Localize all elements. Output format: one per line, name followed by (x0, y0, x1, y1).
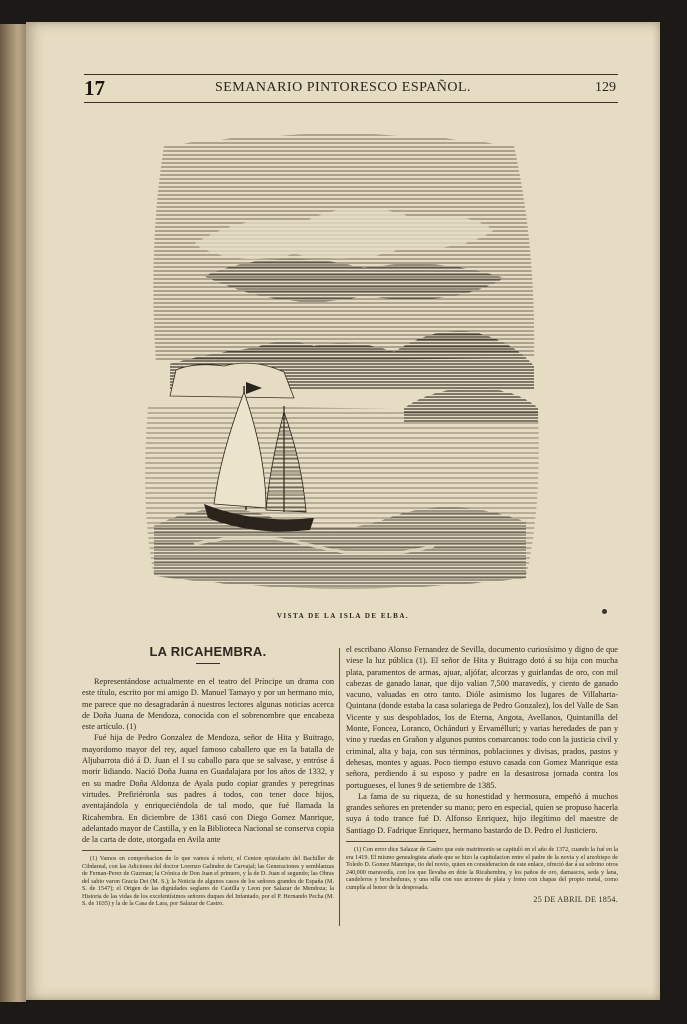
footnote-rule (82, 850, 172, 851)
column-divider (339, 648, 340, 926)
paragraph: el escribano Alonso Fernandez de Sevilla, documento curiosísimo y digno de que viese la luz pública (1). El señor de Hita y Buitrago dotó á su hija con mucha plata, paramentos de armas, ajuar, aljófar, alcorzas y guirlandas de oro, con mil cabezas de ganado lanar, que dijo valian 7,500 maravedís, y ciento de ganado vacuno, valuadas en otro tanto. Dióle asimismo los lugares de Villaharta-Quintana (donde estaba la casa solariega de Pedro Gonzalez), los del Valle de San Vicente y sus despoblados, los de Eterna, Angota, Avellanos, Quintanilla del Monte, Foncea, Loranco, Ochánduri y Ervamélluri; y varias heredades de pan y vino y ruedas en Grañon y algunos puntos comarcanos: todo con la justicia civil y criminal, alta y baja, con sus términos, poblaciones y divisas, prados, pastos y dehesas, montes y aguas. Poco tiempo estuvo casada con Gomez Manrique esta señora, perdiendo á su esposo y padre en la desastrosa jornada contra los portugueses, el lunes 9 de setiembre de 1385. (346, 645, 618, 790)
article-right-column (346, 644, 618, 904)
illustration-caption: VISTA DE LA ISLA DE ELBA. (276, 612, 410, 620)
engraving-elba-seascape (134, 126, 544, 600)
footnote: (1) Con error dice Salazar de Castro que este matrimonio se capituló en el año de 1372, cuando la fué en la era 1419. El mismo genealogista añade que se hizo la capitulacion entre el padre de la novia y el arzobispo de Toledo D. Gomez Manrique, tio del novio, quien en consideracion de este enlace, ofreció dar á su sobrino otros 240,000 maravedís, con los que llevaba en dote la Ricahembra, y los paños de oro, damascos, seda y lana, candeleros y brocheduras, y una silla con sus arzones de plata y freno con chapas del propio metal, como cumplía al honor de la desposada. (346, 847, 618, 891)
paragraph: La fama de su riqueza, de su honestidad y hermosura, empeñó á muchos grandes señores en pretender su mano; pero en especial, quien se propuso hacerla suya á todo trance fué D. Alfonso Enriquez, hijo ilegítimo del maestre de Santiago D. Fadrique Enriquez, hermano bastardo de D. Pedro el Justiciero. (346, 791, 618, 835)
paragraph: Representándose actualmente en el teatro del Príncipe un drama con este título, escrito por mi amigo D. Manuel Tamayo y por un hermano mio, me parece que no desagradarán á nuestros lectores algunas noticias acerca de Doña Juana de Mendoza, conocida con el sobrenombre que encabeza este artículo. (1) (82, 677, 334, 732)
cliffs (170, 363, 294, 398)
footnote-rule (346, 841, 436, 842)
journal-title: SEMANARIO PINTORESCO ESPAÑOL. (214, 80, 472, 95)
ink-stain (602, 609, 607, 614)
footnote: (1) Vamos en comprobacion de lo que vamos á referir, el Centon epistolario del Bachiller de Cibdareal, con las Adiciones del doctor Lorenzo Galindez de Carvajal; las Generaciones y semblanzas de Fernan-Perez de Guzman; la Crónica de Don Juan el primero, y la de D. Juan el segundo; las Obras del sabio varon Gracia Dei (M. S.); la Noticia de algunos casos de los señores grandes de España (M. S. de 1547); el Origen de las dignidades seglares de Castilla y Leon por Salazar de Mendoza; la Historia de las vidas de los excelentísimos señores duques del Infantado, por el P. Hernando Pecha (M. S. de 1635) y la de la Casa de Lara, por Salazar de Castro. (82, 856, 334, 908)
newspaper-page (26, 22, 660, 1000)
issue-date: 25 DE ABRIL DE 1854. (533, 895, 618, 905)
header-bottom-rule (84, 102, 618, 103)
page-number: 129 (595, 80, 616, 95)
issue-number: 17 (84, 76, 105, 100)
header-top-rule (84, 74, 618, 75)
article-title: LA RICAHEMBRA. (149, 644, 267, 659)
book-spine (0, 24, 26, 1002)
article-left-column (82, 644, 334, 909)
title-rule (196, 663, 220, 664)
paragraph: Fué hija de Pedro Gonzalez de Mendoza, señor de Hita y Buitrago, mayordomo mayor del rey, aquel famoso caballero que en la batalla de Aljubarrota dió á D. Juan el I su caballo para que se salvase, y entróse á morir lidiando. Nació Doña Juana en Guadalajara por los años de 1332, y en su madre Doña Aldonza de Ayala pudo copiar grandes y peregrinas virtudes. Prefiriéronla sus padres á todos, con tener doce hijos, aventajándola y enriqueciéndola de tal modo, que fué llamada la Ricahembra. En diciembre de 1381 casó con Diego Gomez Manrique, adelantado mayor de Castilla, y en la Biblioteca Nacional se conserva copia de la carta de dote, otorgada en Avila ante (82, 733, 334, 845)
